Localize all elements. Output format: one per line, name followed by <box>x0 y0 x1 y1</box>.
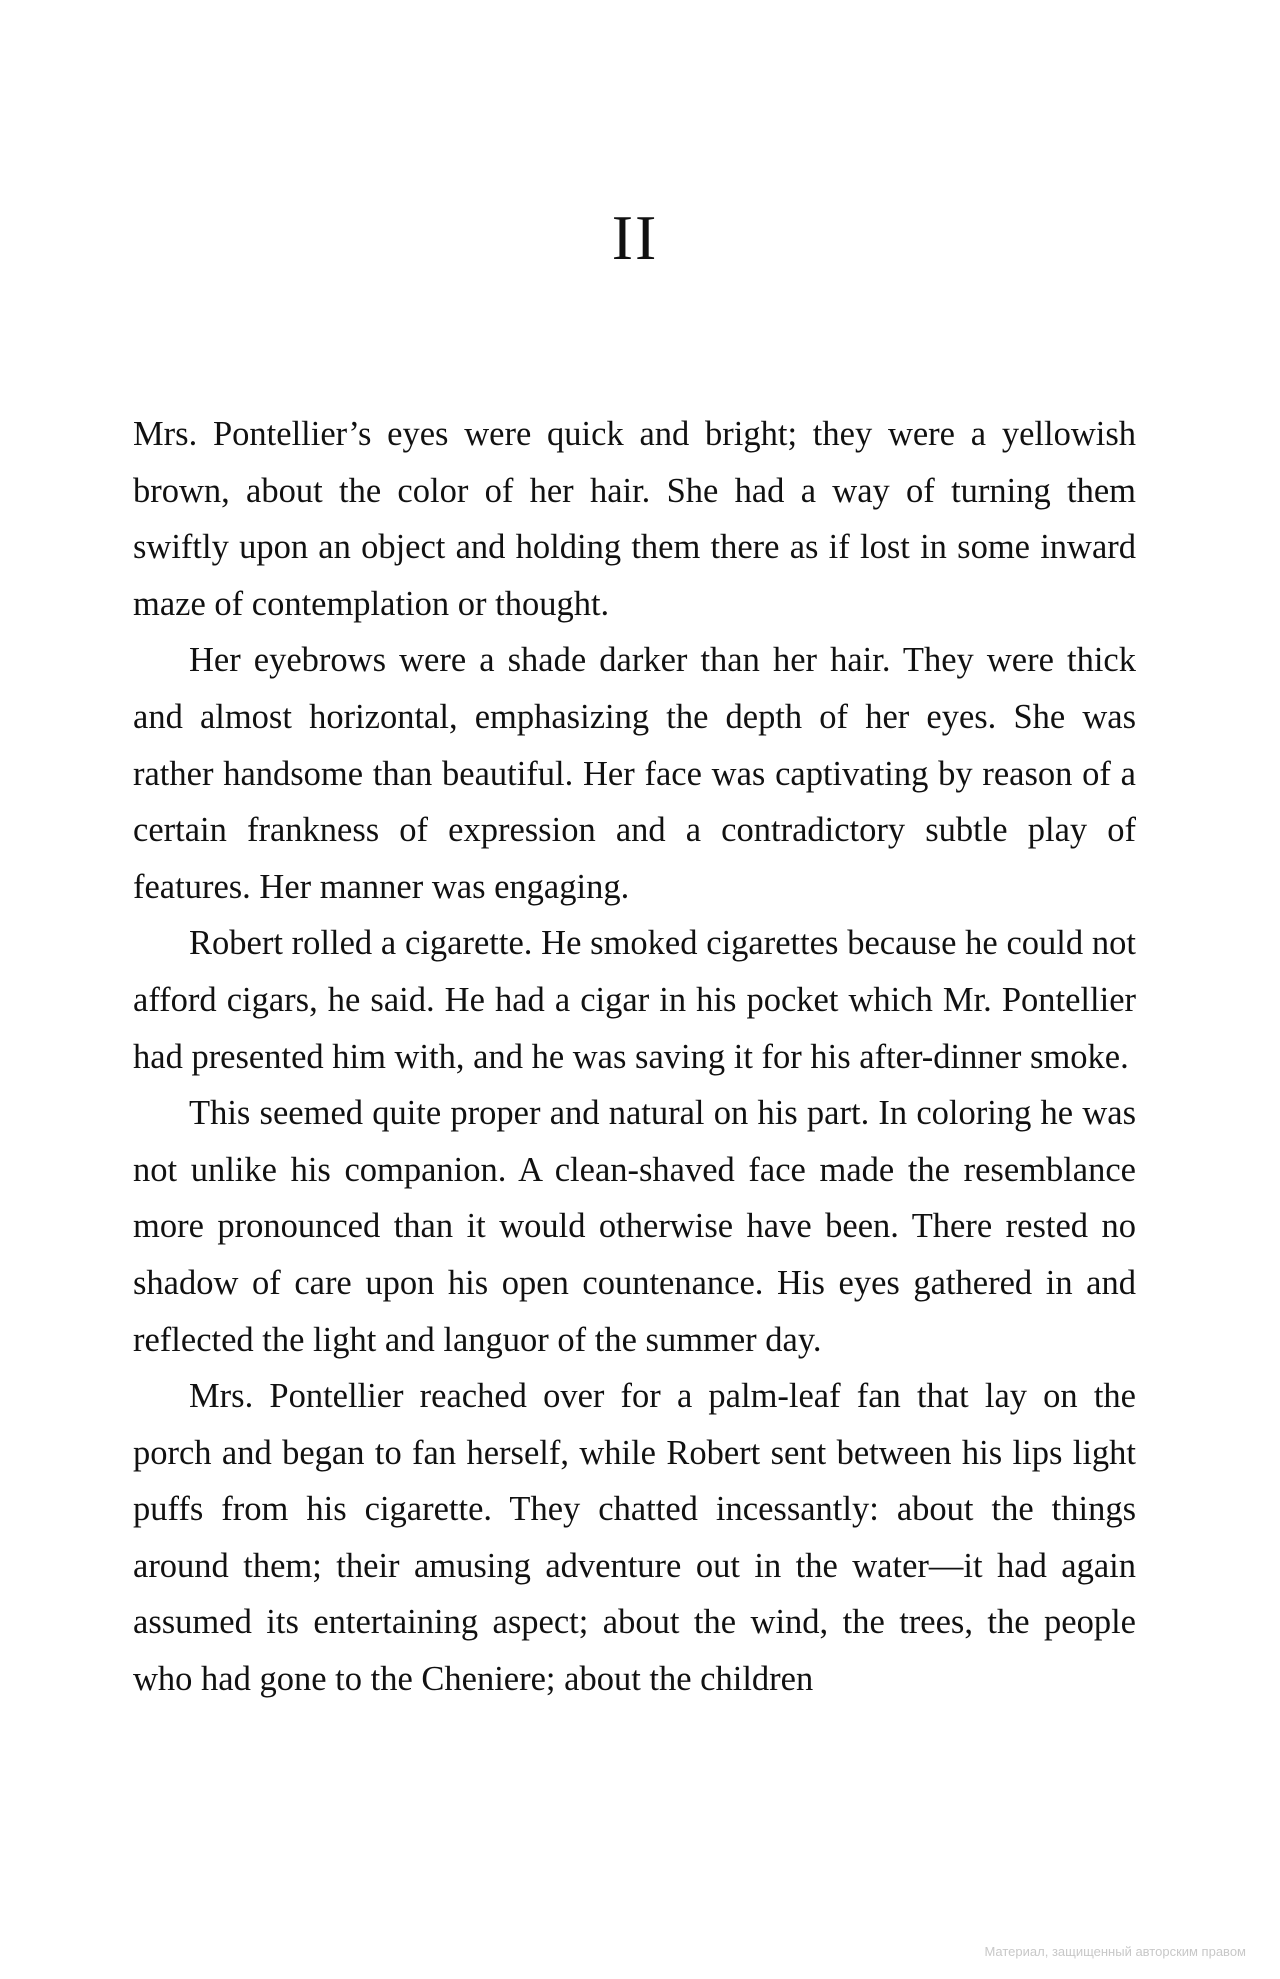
paragraph-3: Robert rolled a cigarette. He smoked cigarettes because he could not afford cigars, he said. He had a cigar in his pocket which Mr. Pontellier had presented him with, and he was saving it for his after-dinner smoke. <box>133 924 1136 1076</box>
chapter-heading: II <box>611 202 659 273</box>
chapter-body <box>133 406 1136 1708</box>
paragraph-5: Mrs. Pontellier reached over for a palm-leaf fan that lay on the porch and began to fan herself, while Robert sent between his lips light puffs from his cigarette. They chatted incessantly: about the things around them; their amusing adventure out in the water—it had again assumed its entertaining aspect; about the wind, the trees, the people who had gone to the Cheniere; about the children <box>133 1377 1136 1699</box>
paragraph-1: Mrs. Pontellier’s eyes were quick and bright; they were a yellowish brown, about the color of her hair. She had a way of turning them swiftly upon an object and holding them there as if lost in some inward maze of contemplation or thought. <box>133 415 1136 623</box>
copyright-watermark: Материал, защищенный авторским правом <box>984 1944 1246 1959</box>
paragraph-4: This seemed quite proper and natural on his part. In coloring he was not unlike his companion. A clean-shaved face made the resemblance more pronounced than it would otherwise have been. There rested no shadow of care upon his open countenance. His eyes gathered in and reflected the light and languor of the summer day. <box>133 1094 1136 1359</box>
paragraph-2: Her eyebrows were a shade darker than her hair. They were thick and almost horizontal, emphasizing the depth of her eyes. She was rather handsome than beautiful. Her face was captivating by reason of a certain frankness of expression and a contradictory subtle play of features. Her manner was engaging. <box>133 641 1136 906</box>
